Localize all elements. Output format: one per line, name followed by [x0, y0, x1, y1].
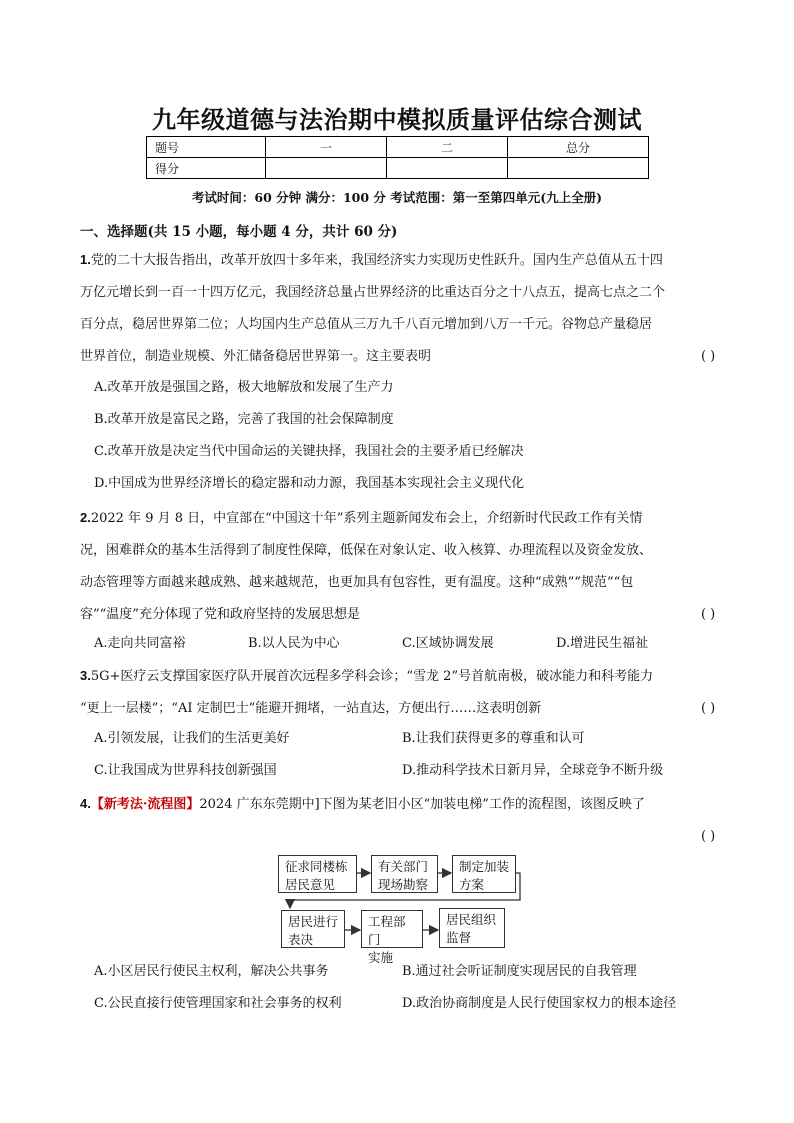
question-line: 况，困难群众的基本生活得到了制度性保障，低保在对象认定、收入核算、办理流程以及资金发放、 [80, 543, 653, 558]
question-line: “更上一层楼”；“AI 定制巴士”能避开拥堵，一站直达，方便出行……这表明创新 ( ) [80, 693, 720, 725]
flow-step-5: 工程部门 实施 [361, 910, 423, 948]
question-number: 2. [80, 510, 91, 525]
question-number: 3. [80, 668, 91, 683]
option-d[interactable]: D.推动科学技术日新月异，全球竞争不断升级 [402, 763, 664, 778]
option-a[interactable]: A.改革开放是强国之路，极大地解放和发展了生产力 [94, 380, 394, 395]
option-d[interactable]: D.中国成为世界经济增长的稳定器和动力源，我国基本实现社会主义现代化 [94, 476, 525, 491]
score-header-cell: 一 [266, 137, 387, 158]
answer-blank[interactable]: ( ) [700, 829, 716, 844]
exam-info: 考试时间：60 分钟 满分：100 分 考试范围：第一至第四单元(九上全册) [191, 190, 603, 205]
question-line: 2.2022 年 9 月 8 日，中宣部在“中国这十年”系列主题新闻发布会上，介绍新时代民政工作有关情 [80, 510, 643, 526]
question-tag: 【新考法·流程图】 [90, 797, 200, 812]
option-b[interactable]: B.以人民为中心 [248, 636, 340, 651]
score-header-cell: 题号 [147, 137, 266, 158]
option-d[interactable]: D.政治协商制度是人民行使国家权力的根本途径 [402, 996, 677, 1011]
flow-step-1: 征求同楼栋 居民意见 [278, 855, 357, 893]
option-d[interactable]: D.增进民生福祉 [556, 636, 649, 651]
answer-blank[interactable]: ( ) [700, 607, 716, 622]
question-line: 世界首位，制造业规模、外汇储备稳居世界第一。这主要表明 ( ) [80, 341, 720, 373]
section-heading: 一、选择题(共 15 小题，每小题 4 分，共计 60 分) [80, 224, 398, 240]
option-b[interactable]: B.通过社会听证制度实现居民的自我管理 [402, 964, 637, 979]
option-a[interactable]: A.引领发展，让我们的生活更美好 [94, 731, 290, 746]
question-line: 容”“温度”充分体现了党和政府坚持的发展思想是 ( ) [80, 599, 720, 631]
question-number: 4. [80, 796, 91, 811]
exam-title: 九年级道德与法治期中模拟质量评估综合测试 [152, 105, 642, 134]
flow-step-2: 有关部门 现场勘察 [371, 855, 438, 893]
flow-step-3: 制定加装 方案 [452, 855, 516, 893]
option-c[interactable]: C.改革开放是决定当代中国命运的关键抉择，我国社会的主要矛盾已经解决 [94, 444, 524, 459]
answer-blank[interactable]: ( ) [700, 349, 716, 364]
option-c[interactable]: C.让我国成为世界科技创新强国 [94, 763, 277, 778]
score-header-cell: 总分 [508, 137, 649, 158]
score-row-label: 得分 [147, 158, 266, 179]
answer-blank[interactable]: ( ) [700, 701, 716, 716]
flow-step-4: 居民进行 表决 [281, 910, 345, 948]
question-line: 3.5G+医疗云支撑国家医疗队开展首次远程多学科会诊；“雪龙 2”号首航南极，破冰能力和科考能力 [80, 668, 654, 684]
option-a[interactable]: A.小区居民行使民主权利，解决公共事务 [94, 964, 329, 979]
option-c[interactable]: C.公民直接行使管理国家和社会事务的权利 [94, 996, 342, 1011]
question-line: 百分点，稳居世界第二位；人均国内生产总值从三万九千八百元增加到八万一千元。谷物总产量稳居 [80, 317, 653, 332]
question-number: 1. [80, 252, 91, 267]
question-line: 动态管理等方面越来越成熟、越来越规范，也更加具有包容性，更有温度。这种“成熟”“规范”“包 [80, 575, 634, 590]
question-line: 4.【新考法·流程图】2024 广东东莞期中]下图为某老旧小区“加装电梯”工作的流程图，该图反映了 [80, 796, 645, 812]
question-line: 1.党的二十大报告指出，改革开放四十多年来，我国经济实力实现历史性跃升。国内生产总值从五十四 [80, 252, 663, 268]
flow-step-6: 居民组织 监督 [439, 908, 505, 948]
option-c[interactable]: C.区域协调发展 [402, 636, 494, 651]
question-line: 万亿元增长到一百一十四万亿元，我国经济总量占世界经济的比重达百分之十八点五，提高七点之二个 [80, 285, 666, 300]
option-b[interactable]: B.改革开放是富民之路，完善了我国的社会保障制度 [94, 412, 394, 427]
option-b[interactable]: B.让我们获得更多的尊重和认可 [402, 731, 585, 746]
option-a[interactable]: A.走向共同富裕 [94, 636, 186, 651]
score-header-cell: 二 [387, 137, 508, 158]
